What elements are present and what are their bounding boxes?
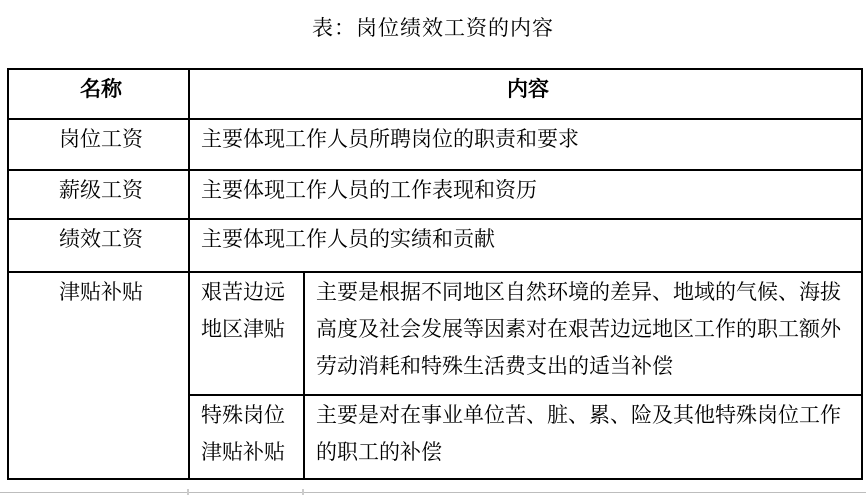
salary-components-table — [7, 68, 863, 480]
allowance-group-name-cell: 津贴补贴 — [8, 272, 189, 479]
table-header-row — [8, 69, 862, 119]
table-row-hardship-allowance — [8, 272, 862, 395]
scan-artifact-line — [0, 492, 866, 493]
header-content-cell: 内容 — [189, 69, 862, 119]
subrow-content-cell: 主要是根据不同地区自然环境的差异、地域的气候、海拔高度及社会发展等因素对在艰苦边远地区工作的职工额外劳动消耗和特殊生活费支出的适当补偿 — [304, 272, 862, 395]
scan-artifact-stub — [187, 489, 189, 495]
subrow-content-cell: 主要是对在事业单位苦、脏、累、险及其他特殊岗位工作的职工的补偿 — [304, 395, 862, 479]
row-name-cell: 薪级工资 — [8, 170, 189, 219]
row-content-cell: 主要体现工作人员所聘岗位的职责和要求 — [189, 119, 862, 170]
header-name-cell: 名称 — [8, 69, 189, 119]
document-title: 表：岗位绩效工资的内容 — [312, 16, 554, 40]
subrow-name-cell: 特殊岗位津贴补贴 — [189, 395, 304, 479]
scan-artifact-stub — [302, 489, 304, 495]
table-row-post-wage — [8, 119, 862, 170]
table-row-salary-grade-wage — [8, 170, 862, 219]
row-name-cell: 岗位工资 — [8, 119, 189, 170]
row-name-cell: 绩效工资 — [8, 219, 189, 272]
row-content-cell: 主要体现工作人员的实绩和贡献 — [189, 219, 862, 272]
row-content-cell: 主要体现工作人员的工作表现和资历 — [189, 170, 862, 219]
table-row-performance-wage — [8, 219, 862, 272]
subrow-name-cell: 艰苦边远地区津贴 — [189, 272, 304, 395]
